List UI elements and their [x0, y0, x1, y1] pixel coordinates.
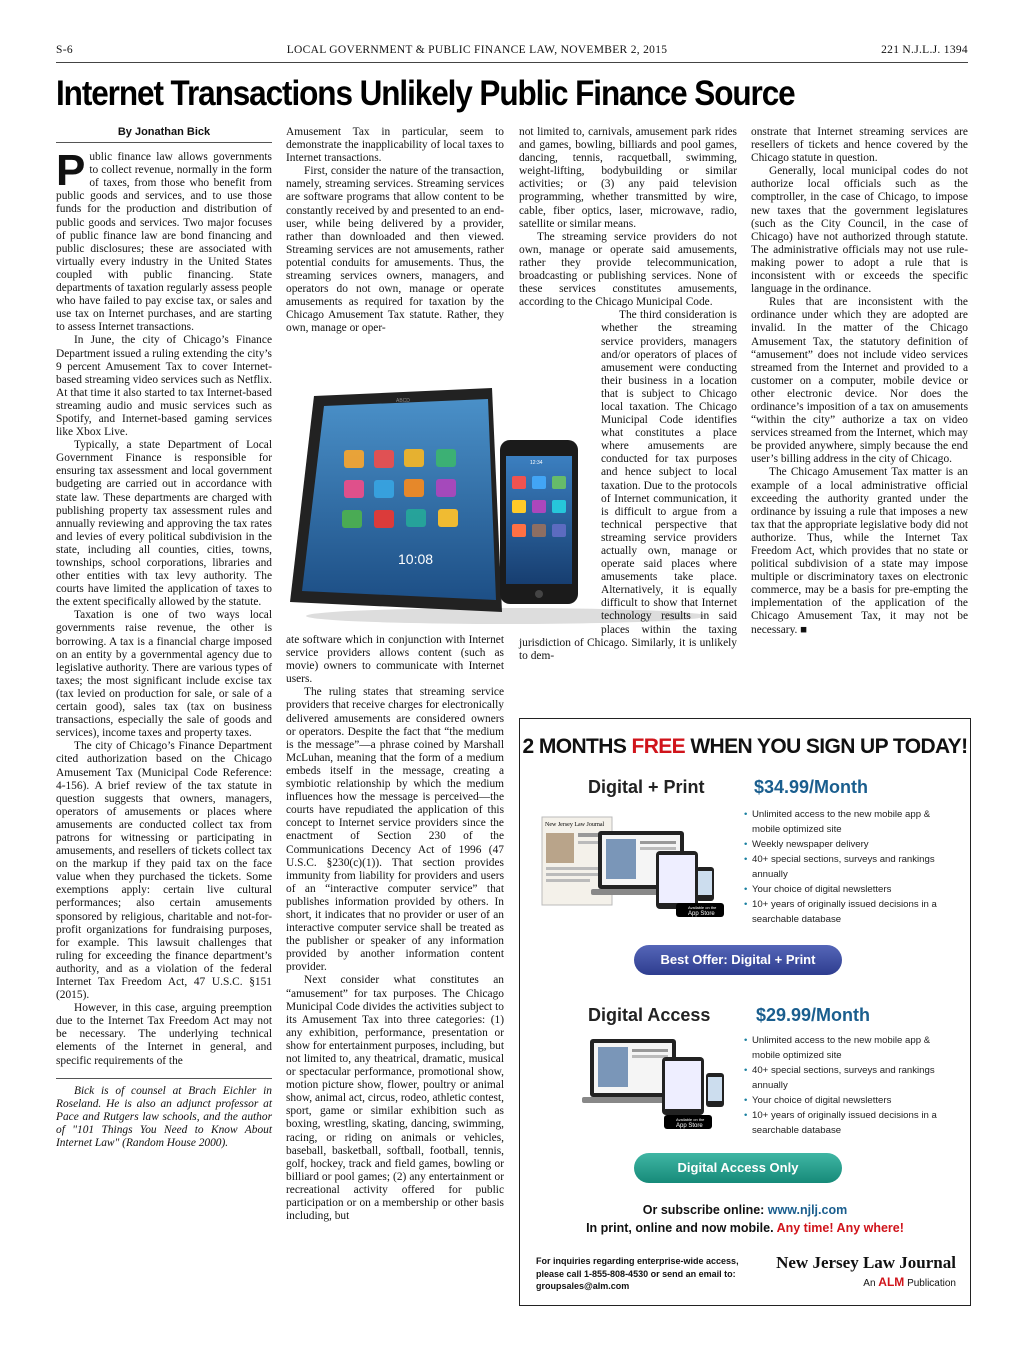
digital-devices-image: [580, 1035, 740, 1131]
paragraph: The ruling states that streaming service providers that receive charges for electronically delivered amusements are considered owners or operators. Despite the fact that “the medium is the message”—a phrase coined by Marshall McLuhan, meaning that the form of a medium embeds itself in the message, creating a symbiotic relationship by which the medium influences how the message is perceived—the courts have repudiated the application of this concept to Internet service providers since the enactment of Section 230 of the Communications Decency Act of 1996 (47 U.S.C. §230(c)(1)). That section provides immunity from liability for providers and users of an “interactive computer service” that publishes information provided by others. In short, it indicates that no provider or user of an interactive computer service shall be treated as the publisher or speaker of any information provided by another information content provider.: [286, 686, 504, 974]
feature-item: • Weekly newspaper delivery: [744, 837, 954, 852]
mini-masthead: New Jersey Law Journal: [545, 822, 605, 828]
feature-item: • Your choice of digital newsletters: [744, 1093, 954, 1108]
paragraph: Amusement Tax in particular, seem to demonstrate the inapplicability of local taxes to Internet transactions.: [286, 126, 504, 165]
paragraph: ate software which in conjunction with Internet service providers allows content (such as movie) owners to communicate with Internet users.: [286, 634, 504, 686]
feature-item: • Your choice of digital newsletters: [744, 882, 954, 897]
paragraph: The Chicago Amusement Tax matter is an example of a local administrative official exceeding the authority granted under the ordinance by issuing a rule that imposes a new tax that the appropriate legislative body did not authorize. Thus, while the Internet Tax Freedom Act, which provides that no state or political subdivision of a state may impose multiple or discriminatory taxes on electronic commerce, may be a basis for pre-empting the implementation of the application of the Chicago Amusement Tax, it may not be necessary. ■: [751, 466, 968, 636]
paragraph: The third consideration is whether the streaming service providers, managers and/or operators of places of amusement were conducting their business in a location that is subject to Chicago local taxation. The Chicago Municipal Code identifies what constitutes a place where amusements are conducted for tax purposes and hence subject to local taxation. Due to the protocols of Internet communication, it is difficult to argue from a technical perspective that streaming service providers actually own, manage or operate said places where amusements take place. Alternatively, it is equally difficult to show that Internet technology results in said places within the taxing jurisdiction of Chicago. Similarly, it is unlikely to dem-: [519, 309, 737, 662]
plan-2-price: $29.99/Month: [756, 1005, 871, 1025]
author-bio: [56, 1078, 272, 1150]
paragraph: ublic finance law allows governments to collect revenue, normally in the form of taxes, from those who benefit from public goods and services, and to use those funds for the production and distribution of public goods and services. Two major focuses of public finance law are bond financing and public disclosures; these are associated with virtually every industry in the United States coupled with public financing. State departments of taxation regularly assess people who have failed to pay excise tax, or sales and use tax on Internet purchases, and are starting to assess Internet transactions.: [56, 151, 272, 334]
paragraph: In June, the city of Chicago’s Finance Department issued a ruling extending the city’s 9 percent Amusement Tax to cover Internet-based streaming video services such as Netflix. At that time it also started to tax Internet-based streaming audio and music services such as Spotify, and Internet-based gaming services like Xbox Live.: [56, 334, 272, 439]
plan-1-price: $34.99/Month: [754, 777, 869, 797]
subscription-ad: [519, 718, 971, 1306]
digital-access-button[interactable]: Digital Access Only: [634, 1153, 842, 1183]
article-headline: Internet Transactions Unlikely Public Finance Source: [56, 74, 795, 113]
bio-text: Bick is of counsel at Brach Eichler in Roseland. He is also an adjunct professor at Pace and Rutgers law schools, and the author of "101 Things You Need to Know About Internet Law" (Random House 2000).: [56, 1084, 272, 1150]
njlj-logo: New Jersey Law Journal: [776, 1253, 956, 1272]
paragraph: onstrate that Internet streaming services are resellers of tickets and hence covered by the Chicago statute in question.: [751, 126, 968, 165]
paragraph: First, consider the nature of the transaction, namely, streaming services. Streaming services are software programs that allow content to be constantly received by and presented to an end-user, while being delivered by a provider, rather than downloaded and then viewed. Streaming services are not amusements, rather potential conduits for amusements. Thus, the streaming services owners, managers, and operators do not own, manage or operate amusements as required for taxation by the Chicago Amusement Tax statute. Rather, they own, manage or oper-: [286, 165, 504, 335]
column-4: [751, 126, 968, 637]
ad-headline: 2 MONTHS FREE WHEN YOU SIGN UP TODAY!: [522, 735, 968, 758]
feature-item: • 40+ special sections, surveys and rankings annually: [744, 852, 954, 882]
paragraph: Rules that are inconsistent with the ordinance under which they are adopted are invalid. In the matter of the Chicago Amusement Tax, the statutory definition of “amusement” does not include video services streamed from the Internet and provided to a customer on a computer, mobile device or other electronic device. Nor does the ordinance’s imposition of a tax on amusements “within the city” authorize a tax on video services streamed from the Internet, which may be provided anywhere, simply because the end user’s billing address in the city of Chicago.: [751, 296, 968, 466]
byline: By Jonathan Bick: [56, 126, 272, 143]
svg-text:Available on the: Available on the: [676, 1117, 705, 1122]
feature-item: • Unlimited access to the new mobile app & mobile optimized site: [744, 807, 954, 837]
citation: 221 N.J.L.J. 1394: [881, 44, 968, 56]
subscribe-online-line: Or subscribe online: www.njlj.com: [642, 1203, 848, 1217]
app-store-badge-label: App Store: [688, 911, 715, 917]
paragraph: Next consider what constitutes an “amusement” for tax purposes. The Chicago Municipal Code divides the activities subject to its Amusement Tax into three categories: (1) any exhibition, performance, presentation or show for entertainment purposes, including, but not limited to, any theatrical, dramatic, musical or spectacular performance, promotional show, motion picture show, flower, poultry or animal show, animal act, circus, rodeo, athletic contest, sport, game or similar exhibition such as boxing, wrestling, skating, dancing, swimming, racing, or riding on animals or vehicles, baseball, basketball, softball, football, tennis, golf, hockey, track and field games, bowling or billiard or pool games; (2) any entertainment or recreational activity offered for public participation or on a membership or other basis including, but: [286, 974, 504, 1223]
paragraph: Generally, local municipal codes do not authorize local officials such as the comptroller, in the case of Chicago, to impose new taxes that the government legislatures (such as the City Council, in the case of Chicago) have not authorized through statute. The administrative officials may not use rule-making power to adopt a rule that is inconsistent with or exceeds the specific language in the ordinance.: [751, 165, 968, 296]
feature-item: • Unlimited access to the new mobile app & mobile optimized site: [744, 1033, 954, 1063]
plan-1-features: [744, 807, 954, 927]
best-offer-button[interactable]: Best Offer: Digital + Print: [634, 945, 842, 975]
column-3: [519, 126, 737, 663]
tablet-brand: ABCD: [396, 398, 410, 404]
column-2-top: [286, 126, 504, 336]
app-store-badge-label: App Store: [676, 1123, 703, 1129]
paragraph: However, in this case, arguing preemption due to the Internet Tax Freedom Act may not be necessary. The underlying technical elements of the Internet in general, and specific requirements of the: [56, 1002, 272, 1067]
subscribe-link[interactable]: www.njlj.com: [767, 1203, 848, 1217]
feature-item: • 40+ special sections, surveys and rankings annually: [744, 1063, 954, 1093]
tagline: In print, online and now mobile. Any time! Any where!: [586, 1221, 904, 1235]
column-1: [56, 126, 272, 1150]
publication-line: LOCAL GOVERNMENT & PUBLIC FINANCE LAW, NOVEMBER 2, 2015: [286, 44, 668, 56]
plan-2-features: [744, 1033, 954, 1138]
image-wrap-spacer: [519, 335, 601, 625]
paragraph: Taxation is one of two ways local governments raise revenue, the other is borrowing. A tax is a financial charge imposed on an entity by a governmental agency due to legislative authority. There are various types of taxes; the most significant include excise tax (tax levied on production for sale, or sale of a certain good), sales tax (tax on business transactions, especially the sale of goods and services), income taxes and property taxes.: [56, 609, 272, 740]
paragraph: The city of Chicago’s Finance Department cited authorization based on the Chicago Amusement Tax (Municipal Code Reference: 4-156). A brief review of the tax statute in question suggests that owners, managers, operators of amusements or places where amusements are conducted collect tax from patrons for witnessing or participating in amusements, and resellers of tickets collect tax on the markup if they paid tax on the face value when they purchased the tickets. Some exemptions apply: certain live cultural performances; also certain amusements sponsored by religious, charitable and not-for-profit organizations for fundraising purposes, for example. This lawsuit challenges that ruling for exceeding the finance department’s authority, and as a violation of the federal Internet Tax Freedom Act, 47 U.S.C. §151 (2015).: [56, 740, 272, 1002]
feature-item: • 10+ years of originally issued decisions in a searchable database: [744, 897, 954, 927]
paragraph: not limited to, carnivals, amusement park rides and games, bowling, billiards and pool games, dancing, tennis, racquetball, swimming, weight-lifting, bodybuilding or similar activities; or (3) any paid television programming, whether transmitted by wire, cable, fiber optics, laser, microwave, radio, satellite or similar means.: [519, 126, 737, 230]
column-2-bottom: [286, 634, 504, 1223]
tablet-clock: 10:08: [398, 551, 434, 567]
phone-clock: 12:34: [530, 460, 543, 466]
print-digital-devices-image: [536, 811, 736, 921]
paragraph: The streaming service providers do not own, manage or operate said amusements, rather they provide telecommunication, broadcasting or publishing services. None of these services constitutes amusements, according to the Chicago Municipal Code.: [519, 230, 737, 309]
drop-cap: P: [56, 146, 86, 196]
page-number: S-6: [56, 44, 73, 56]
plan-1-name: Digital + Print: [588, 777, 705, 797]
feature-item: • 10+ years of originally issued decisions in a searchable database: [744, 1108, 954, 1138]
page-header: [56, 44, 968, 63]
enterprise-inquiry: For inquiries regarding enterprise-wide access, please call 1-855-808-4530 or send an email to: groupsales@alm.com: [536, 1256, 739, 1291]
paragraph: Typically, a state Department of Local Government Finance is responsible for ensuring tax assessment and local government budgeting are carried out in accordance with state law. These departments are charged with publishing property tax assessment rules and annually reviewing and approving the tax rates and levies of every political subdivision in the state, including all counties, cities, towns, townships, school corporations, libraries and other entities with tax levy authority. The courts have limited the application of taxes to the extent specifically allowed by the statute.: [56, 439, 272, 609]
alm-publication-logo: An ALM Publication: [863, 1275, 956, 1289]
svg-text:Available on the: Available on the: [688, 905, 717, 910]
plan-2-name: Digital Access: [588, 1005, 711, 1025]
